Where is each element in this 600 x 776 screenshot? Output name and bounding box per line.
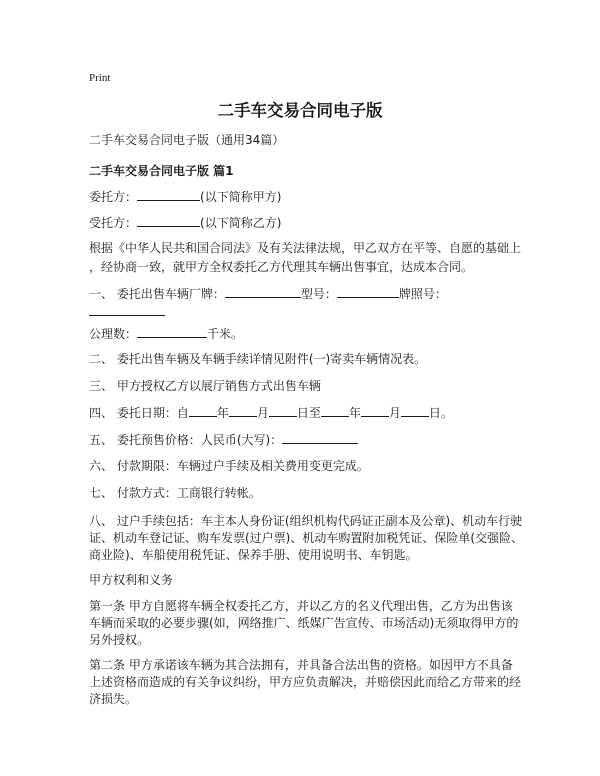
intro-line-2: ，经协商一致，就甲方全权委托乙方代理其车辆出售事宜，达成本合同。	[89, 260, 474, 274]
price-line	[89, 431, 358, 448]
item2: 二、 委托出售车辆及车辆手续详情见附件(一)寄卖车辆情况表。	[89, 352, 427, 366]
trustee-suffix: (以下简称乙方)	[200, 216, 282, 230]
plate-blank	[89, 303, 165, 316]
client-blank	[137, 188, 200, 201]
year-label-2: 年	[348, 406, 361, 420]
date-line	[89, 404, 453, 421]
price-label: 五、 委托预售价格：人民币(大写)：	[89, 433, 283, 447]
item3: 三、 甲方授权乙方以展厅销售方式出售车辆	[89, 379, 321, 393]
month-label: 月	[256, 406, 269, 420]
article1-line-2: 车辆而采取的必要步骤(如，网络推广、纸媒广告宣传、市场活动)无须取得甲方的	[89, 616, 519, 630]
article1-line-1: 第一条 甲方自愿将车辆全权委托乙方，并以乙方的名义代理出售，乙方为出售该	[89, 599, 513, 613]
trustee-line	[89, 214, 281, 231]
item1-line-2	[89, 303, 165, 320]
date-label: 四、 委托日期：自	[89, 406, 189, 420]
mileage-unit: 千米。	[207, 327, 244, 341]
plate-label: 牌照号：	[398, 287, 447, 301]
month-label-2: 月	[388, 406, 401, 420]
day-to-label: 日至	[296, 406, 321, 420]
article2-line-1: 第二条 甲方承诺该车辆为其合法拥有，并具备合法出售的资格。如因甲方不具备	[89, 658, 513, 672]
client-suffix: (以下简称甲方)	[200, 190, 282, 204]
end-year-blank	[321, 404, 349, 417]
trustee-blank	[137, 214, 200, 227]
section-heading: 二手车交易合同电子版 篇1	[89, 164, 234, 178]
article2-line-3: 济损失。	[89, 692, 138, 706]
item8-line-3: 商业险)、车船使用税凭证、保养手册、使用说明书、车钥匙。	[89, 548, 418, 562]
article2-line-2: 上述资格而造成的有关争议纠纷，甲方应负责解决，并赔偿因此而给乙方带来的经	[89, 675, 522, 689]
end-month-blank	[361, 404, 389, 417]
brand-blank	[225, 285, 301, 298]
subtitle: 二手车交易合同电子版（通用34篇）	[89, 133, 285, 147]
item1-line	[89, 285, 447, 302]
model-label: 型号：	[300, 287, 337, 301]
brand-label: 一、 委托出售车辆厂牌：	[89, 287, 225, 301]
trustee-label: 受托方：	[89, 216, 138, 230]
rights-heading: 甲方权利和义务	[89, 573, 174, 587]
item8-line-1: 八、 过户手续包括：车主本人身份证(组织机构代码证正副本及公章)、机动车行驶	[89, 514, 523, 528]
article1-line-3: 另外授权。	[89, 633, 150, 647]
item8-line-2: 证、机动车登记证、购车发票(过户票)、机动车购置附加税凭证、保险单(交强险、	[89, 531, 524, 545]
start-month-blank	[229, 404, 257, 417]
start-day-blank	[269, 404, 297, 417]
mileage-blank	[137, 325, 207, 338]
intro-line-1: 根据《中华人民共和国合同法》及有关法律法规，甲乙双方在平等、自愿的基础上	[89, 241, 522, 255]
price-blank	[282, 431, 358, 444]
day-end-label: 日。	[428, 406, 453, 420]
mileage-label: 公理数：	[89, 327, 138, 341]
print-label[interactable]: Print	[89, 72, 111, 84]
start-year-blank	[189, 404, 217, 417]
mileage-line	[89, 325, 243, 342]
page-title: 二手车交易合同电子版	[217, 101, 383, 120]
client-label: 委托方：	[89, 190, 138, 204]
end-day-blank	[401, 404, 429, 417]
year-label: 年	[216, 406, 229, 420]
item6: 六、 付款期限：车辆过户手续及相关费用变更完成。	[89, 459, 369, 473]
client-line	[89, 188, 281, 205]
item7: 七、 付款方式：工商银行转帐。	[89, 486, 261, 500]
model-blank	[337, 285, 399, 298]
